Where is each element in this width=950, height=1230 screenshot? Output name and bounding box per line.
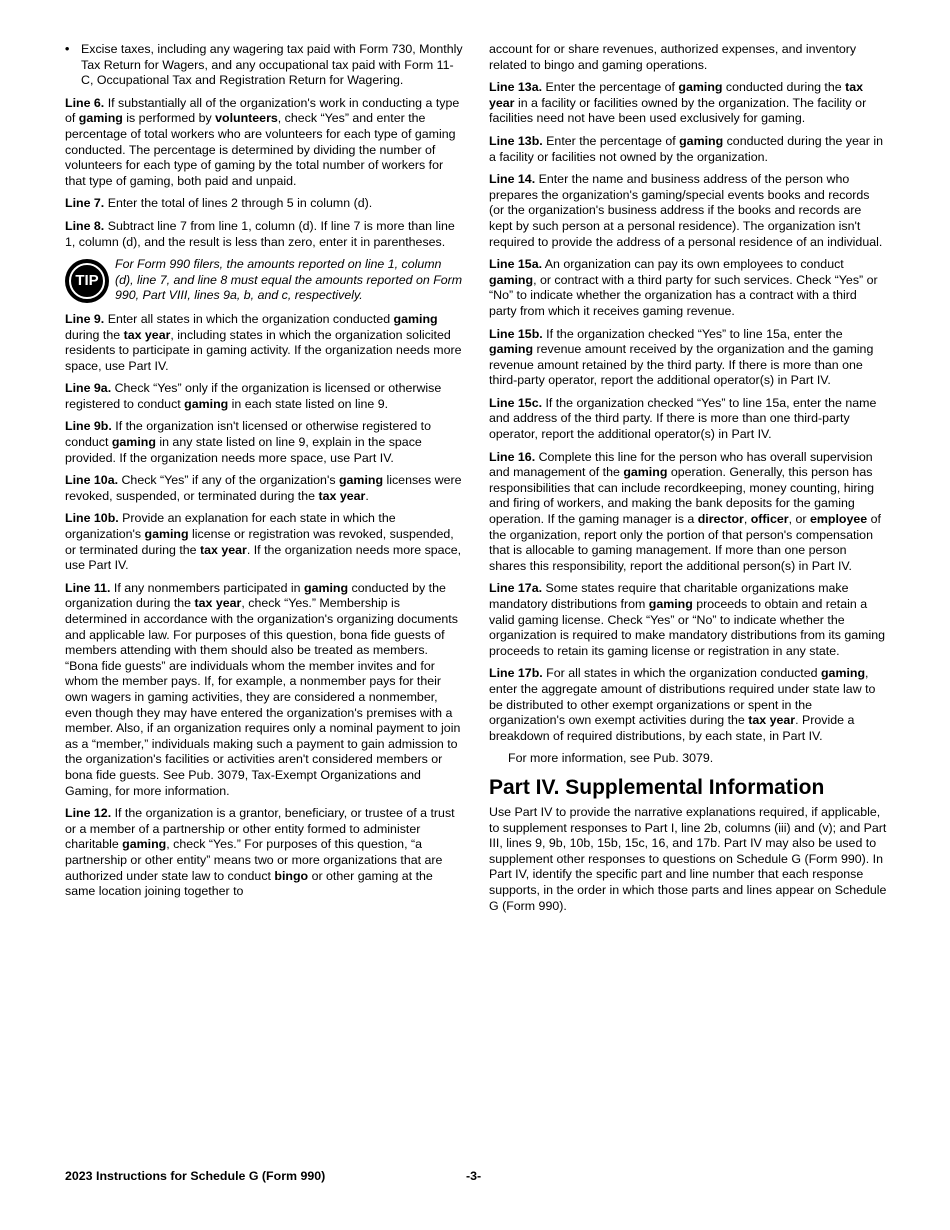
line-17a-paragraph: Line 17a. Some states require that charitable organizations make mandatory distributions from gaming proceeds to obtain and retain a valid gaming license. Check “Yes” or “No” to indicate whether the organization is required to make mandatory distributions from its gaming proceeds to retain its gaming license or registration in any state.	[489, 581, 885, 658]
line-10a-paragraph: Line 10a. Check “Yes” if any of the organization's gaming licenses were revoked, suspended, or terminated during the tax year.	[65, 473, 462, 503]
line-15c-paragraph: Line 15c. If the organization checked “Yes” to line 15a, enter the name and address of the third party. If there is more than one third-party operator, report the additional operator(s) in Part IV.	[489, 395, 877, 442]
tip-icon-label: TIP	[69, 263, 105, 299]
tip-text: For Form 990 filers, the amounts reported on line 1, column (d), line 7, and line 8 must equal the amounts reported on Form 990, Part VIII, lines 9a, b, and c, respectively.	[115, 257, 463, 303]
left-column	[65, 42, 463, 907]
line-8-paragraph: Line 8. Subtract line 7 from line 1, column (d). If line 7 is more than line 1, column (d), and the result is less than zero, enter it in parentheses.	[65, 218, 455, 249]
tip-note	[65, 257, 463, 304]
more-info-note: For more information, see Pub. 3079.	[508, 751, 714, 766]
page-number: -3-	[466, 1169, 482, 1183]
line-16-paragraph: Line 16. Complete this line for the person who has overall supervision and management of the gaming operation. Generally, this person has responsibilities that can include recordkeeping, money counting, hiring and firing of workers, and making the bank deposits for the gaming operation. If the gaming manager is a director, officer, or employee of the organization, report only the portion of that person's compensation that is allocable to gaming management. If more than one person shares this responsibility, report the additional person(s) in Part IV.	[489, 449, 881, 573]
line-9a-paragraph: Line 9a. Check “Yes” only if the organization is licensed or otherwise registered to conduct gaming in each state listed on line 9.	[65, 381, 442, 411]
bullet-icon: •	[65, 42, 70, 56]
line-9-paragraph: Line 9. Enter all states in which the organization conducted gaming during the tax year, including states in which the organization solicited residents to participate in gaming activity. If the organization needs more space, use Part IV.	[65, 311, 462, 373]
line-12-paragraph: Line 12. If the organization is a grantor, beneficiary, or trustee of a trust or a member of a partnership or other entity formed to administer charitable gaming, check “Yes.” For purposes of this question, “a partnership or other entity” means two or more organizations that are authorized under state law to conduct bingo or other gaming at the same location joining together to	[65, 806, 455, 899]
excise-tax-bullet	[65, 42, 463, 89]
line-15b-paragraph: Line 15b. If the organization checked “Yes” to line 15a, enter the gaming revenue amount received by the organization and the gaming revenue amount retained by the third party. If there is more than one third-party operator, report the additional operator(s) in Part IV.	[489, 326, 874, 388]
part-4-text: Use Part IV to provide the narrative explanations required, if applicable, to supplement responses to Part I, line 2b, columns (iii) and (v); and Part III, lines 9, 9b, 10b, 15b, 15c, 16, and 17b. Part IV may also be used to supplement other responses to questions on Schedule G (Form 990). In Part IV, identify the specific part and line number that each response supports, in the order in which those parts and lines appear on Schedule G (Form 990).	[489, 804, 887, 913]
line-7-paragraph: Line 7. Enter the total of lines 2 through 5 in column (d).	[65, 196, 373, 211]
line-11-paragraph: Line 11. If any nonmembers participated in gaming conducted by the organization during the tax year, check “Yes.” Membership is determined in accordance with the organization's organizing documents and applicable law. For purposes of this question, bona fide guests of members attending with them should also be treated as members. “Bona fide guests” are individuals whom the member invites and for whom the member pays. If, for example, a nonmember pays for their own wagers in gaming activities, they are considered a nonmember, even though they may have entered the organization's premises with a member. Also, if an organization requires only a nominal payment to join as a “member,” individuals making such a payment to gain admission to the organization's facilities or activities aren't considered members or bona fide guests. See Pub. 3079, Tax-Exempt Organizations and Gaming, for more information.	[65, 580, 461, 798]
line-10b-paragraph: Line 10b. Provide an explanation for each state in which the organization's gaming license or registration was revoked, suspended, or terminated during the tax year. If the organization needs more space, use Part IV.	[65, 511, 462, 573]
part-4-heading: Part IV. Supplemental Information	[489, 775, 825, 799]
bullet-text: Excise taxes, including any wagering tax paid with Form 730, Monthly Tax Return for Wagers, and any occupational tax paid with Form 11-C, Occupational Tax and Registration Return for Wagering.	[81, 42, 463, 88]
line-13b-paragraph: Line 13b. Enter the percentage of gaming conducted during the year in a facility or facilities not owned by the organization.	[489, 133, 883, 164]
line-9b-paragraph: Line 9b. If the organization isn't licensed or otherwise registered to conduct gaming in any state listed on line 9, explain in the space provided. If the organization needs more space, use Part IV.	[65, 419, 432, 465]
line-12-continued: account for or share revenues, authorized expenses, and inventory related to bingo and gaming operations.	[489, 42, 857, 72]
right-column	[489, 42, 887, 921]
footer-title: 2023 Instructions for Schedule G (Form 990)	[65, 1169, 326, 1183]
line-13a-paragraph: Line 13a. Enter the percentage of gaming conducted during the tax year in a facility or facilities owned by the organization. The facility or facilities need not have been used exclusively for gaming.	[489, 80, 867, 126]
line-14-paragraph: Line 14. Enter the name and business address of the person who prepares the organization's gaming/special events books and records (or the organization's business address if the books and records are kept by such person at a personal residence). The organization isn't required to provide the address of a personal residence of an individual.	[489, 172, 883, 249]
line-15a-paragraph: Line 15a. An organization can pay its own employees to conduct gaming, or contract with a third party for such services. Check “Yes” or “No” to indicate whether the organization has a contract with a third party from which it receives gaming revenue.	[489, 257, 878, 318]
tip-icon	[65, 259, 109, 303]
line-6-paragraph: Line 6. If substantially all of the organization's work in conducting a type of gaming is performed by volunteers, check “Yes” and enter the percentage of total workers who are volunteers for each type of gaming conducted. The percentage is determined by dividing the number of volunteers for each type of gaming by the total number of workers for that type of gaming, both paid and unpaid.	[65, 95, 460, 188]
line-17b-paragraph: Line 17b. For all states in which the organization conducted gaming, enter the aggregate amount of distributions required under state law to be distributed to other exempt organizations or spent in the organization's own exempt activities during the tax year. Provide a breakdown of required distributions, by each state, in Part IV.	[489, 666, 876, 743]
